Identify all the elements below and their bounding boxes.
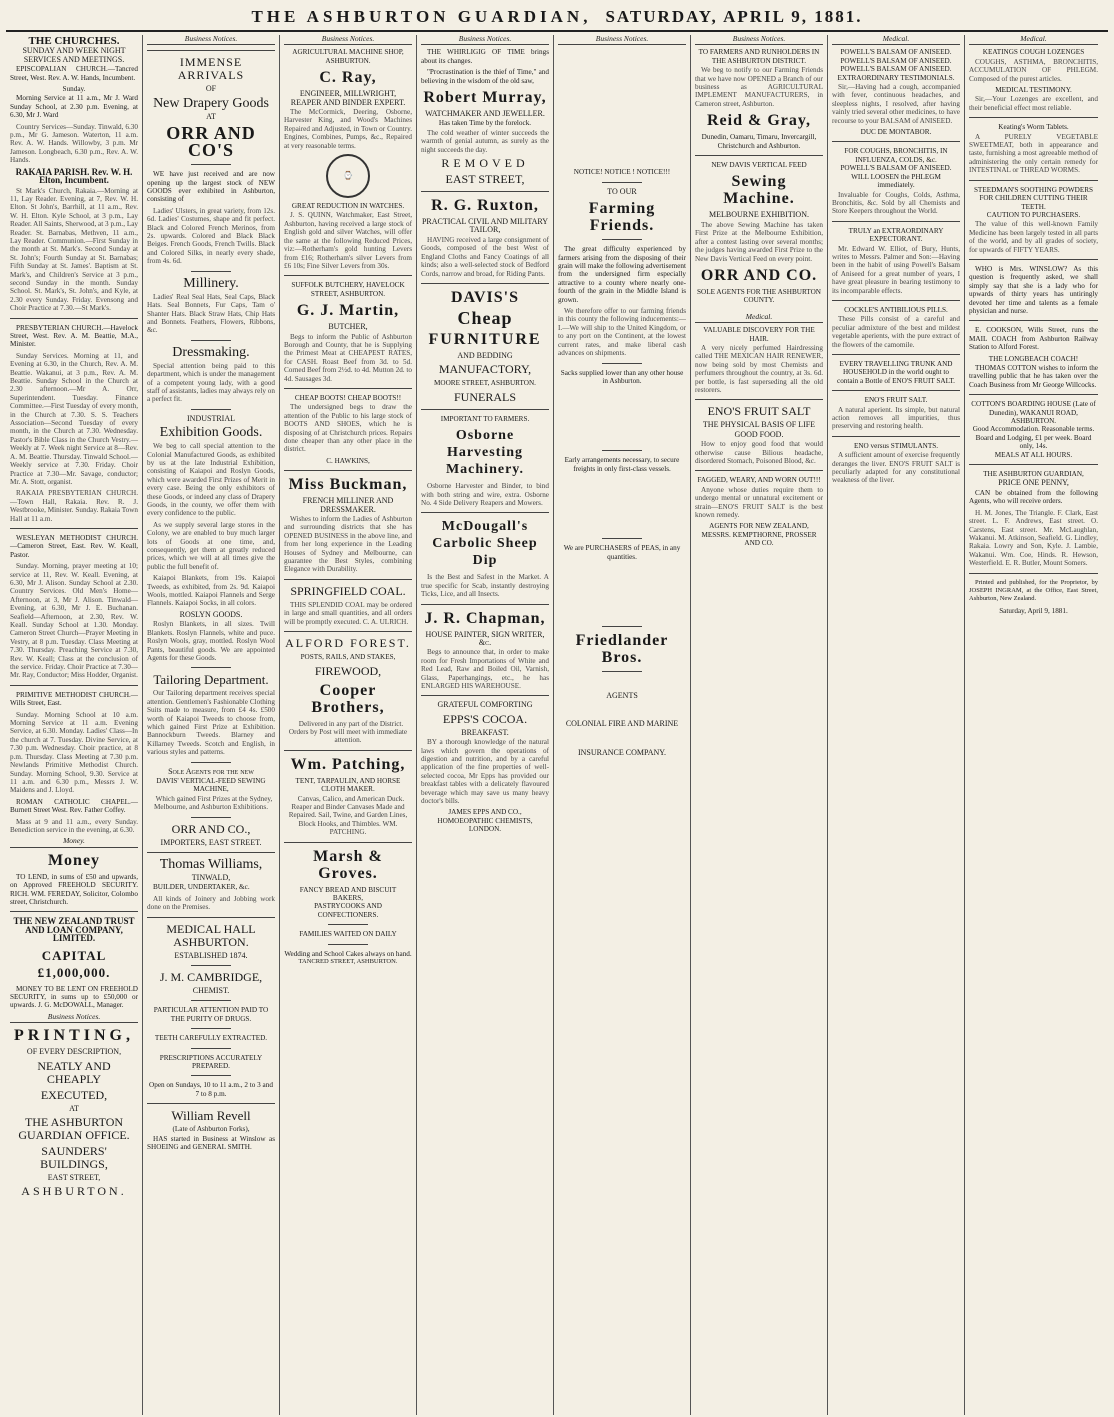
printing-sub: OF EVERY DESCRIPTION, [26, 1047, 122, 1057]
builder-undertaker: BUILDER, UNDERTAKER, &c. [153, 883, 250, 892]
filler-text: Sir,—Having had a cough, accompanied with fever, continuous headaches, and sleepless nights, I resolved, after having vainly tried several other medicines, to have recourse to your BALSAM of ANISEED. [832, 83, 960, 125]
filler-text: H. M. Jones, The Triangle. F. Clark, East street. L. F. Andrews, East street. O. Carstens, East street. Mr. McLaughlan, Wakanui. M. Atkinson, Seafield. G. Lindley, Rakaia. Lowry and Son, Kyle. J. Lambie, Wakanui. Wm. Coe, Hinds. R. Hewson, Westerfield. E. R. Butler, Mount Somers. [969, 508, 1098, 568]
sunday-label: Sunday. [62, 85, 86, 94]
millinery: Millinery. [183, 275, 239, 291]
reid-gray: Reid & Gray, [707, 112, 811, 130]
filler-text: Mr. Edward W. Elliot, of Bury, Hunts, writes to Messrs. Palmer and Son:—Having been in the habit of using Powell's Balsam of Aniseed for a great number of years, I have great pleasure in bearing testimony to its incomparable effects. [832, 244, 960, 295]
enos-fruit-salt: ENO'S FRUIT SALT. [864, 396, 928, 405]
butcher: BUTCHER, [328, 322, 368, 332]
filler-text: Roslyn Blankets, in all sizes. Twill Blankets. Roslyn Flannels, white and puce. Roslyn Wools, gray, mottled. Roslyn Wool Pants, beautiful goods. We are appointed Agents for these Goods. [147, 620, 275, 662]
teeth-extracted: TEETH CAREFULLY EXTRACTED. [154, 1034, 268, 1043]
sole-agents: Sole Agents for the new [168, 766, 254, 776]
masthead [6, 4, 1108, 32]
filler-text: A PURELY VEGETABLE SWEETMEAT, both in appearance and taste, furnishing a most agreeable method of administering the only certain remedy for INTESTINAL or THREAD WORMS. [969, 132, 1098, 175]
roman-catholic-chapel: ROMAN CATHOLIC CHAPEL.—Burnett Street West. Rev. Father Coffey. [10, 797, 138, 815]
filler-text: J. S. QUINN, Watchmaker, East Street, Ashburton, having received a large stock of English gold and silver Watches, will offer the same at the following Reduced Prices, viz:—Rotherham's gold hunting Levers from £16; Rotherham's silver Levers from £6 10s; Fine Silver Levers from 30s. [284, 211, 412, 270]
filler-text: COUGHS, ASTHMA, BRONCHITIS, ACCUMULATION OF PHLEGM. Composed of the purest articles. [969, 57, 1098, 83]
miss-buckman: Miss Buckman, [288, 476, 408, 494]
footer-date: Saturday, April 9, 1881. [999, 606, 1068, 615]
thomas-williams: Thomas Williams, [159, 857, 263, 872]
churches-title: THE CHURCHES. [28, 35, 120, 47]
filler-text: Invaluable for Coughs, Colds, Asthma, Bronchitis, &c. Sold by all Chemists and Store Keepers throughout the World. [832, 190, 960, 216]
filler-text: Our Tailoring department receives special attention. Gentlemen's Fashionable Clothing Suits made to measure, from £4 4s. £500 worth of Kaiapoi Tweeds to choose from, which gained First Prize at Exhibition. Bannockburn Tweeds. Blarney and Killarney Tweeds. Scotch and English, in various styles and patterns. [147, 689, 275, 757]
farming-text: The great difficulty experienced by farmers arising from the disposing of their grain will make the following advertisement from the undersigned firm especially attractive to a county where nearly one-fourth of the grain in the Middle Island is grown. [558, 245, 686, 304]
new-drapery-goods: New Drapery Goods [153, 95, 269, 111]
at-label: AT [206, 111, 216, 121]
filler-text: These Pills consist of a careful and peculiar admixture of the best and mildest vegetable aperients, with the pure extract of the flowers of the camomile. [832, 315, 960, 349]
for-coughs: FOR COUGHS, BRONCHITIS, IN INFLUENZA, COLDS, &c. [844, 147, 948, 164]
medical-header: Medical. [695, 313, 823, 323]
column-reid-gray [691, 35, 828, 1415]
cooper-brothers: Cooper Brothers, [311, 681, 385, 716]
robert-murray: Robert Murray, [423, 89, 547, 107]
filler-text: Sunday Services. Morning at 11, and Evening at 6.30, in the Church, Rev. A. M. Beattie. Wakanui, at 3 p.m., Rev. A. M. Beattie. Sunday School in the Church at 2.30 afternoon.—Mr A. Orr, Superintendent. Tuesday. Finance Committee.—First Tuesday of every month, in the Church at 7.30. S. S. Teachers Association—Second Tuesday of every month, in the Church at 7.30. Wednesday. Pastor's Bible Class in the Church Vestry.—Weekly at 7. Week night Service at 8—Rev. A. M. Beattie. Thursday. Tinwald School.—Weekly service at 7.30. Friday. Choir Practice at 7.30—Mr. Savage, conductor; Mr. A. Stott, organist. [10, 351, 138, 486]
east-street: EAST STREET, [445, 172, 525, 187]
springfield-coal: SPRINGFIELD COAL. [290, 583, 406, 598]
roslyn-goods: ROSLYN GOODS. [179, 609, 243, 619]
c-ray: C. Ray, [319, 69, 377, 87]
industrial: INDUSTRIAL [187, 413, 235, 423]
wm-patching: Wm. Patching, [290, 755, 406, 773]
ruxton-sub: PRACTICAL CIVIL AND MILITARY TAILOR, [421, 217, 549, 235]
orr-and-co: ORR AND CO. [700, 266, 818, 284]
valuable-discovery: VALUABLE DISCOVERY FOR THE HAIR. [703, 326, 815, 343]
filler-text: RAKAIA PRESBYTERIAN CHURCH.—Town Hall, Rakaia. Rev. R. J. Westbrooke, Minister. Sunday. Rakaia Town Hall at 11 a.m. [10, 489, 138, 523]
j-r-chapman: J. R. Chapman, [424, 609, 546, 627]
c-hawkins: C. HAWKINS, [326, 456, 370, 465]
importers-east-street: IMPORTERS, EAST STREET. [160, 837, 262, 847]
wedding-cakes: Wedding and School Cakes always on hand. [284, 949, 412, 958]
business-notices-header: Business Notices. [10, 1013, 138, 1023]
cottons-boarding-house: COTTON'S BOARDING HOUSE (Late of Dunedin), WAKANUI ROAD, ASHBURTON. [971, 400, 1096, 426]
filler-text: As we supply several large stores in the Colony, we are enabled to buy much larger lots of Goods at one time, and, consequently, get them at greatly reduced prices, which we will at all times give the public the full benefit of. [147, 520, 275, 571]
business-notices-header: Business Notices. [695, 35, 823, 45]
watch-icon: ⌚ [326, 154, 370, 198]
powells-balsam: POWELL'S BALSAM OF ANISEED. [840, 164, 952, 173]
alford-forest: ALFORD FOREST. [285, 636, 411, 651]
column-medical-8 [965, 35, 1102, 1415]
filler-text: Ladies' Ulsters, in great variety, from 12s. 6d. Ladies' Costumes, shape and fit perfect. Black and Colored French Merinos, from 2s. upwards. Colored and Black Black Beiges. French Goods, French Twills. Black and Colored Silks, in nearly every shade, from 4s. 6d. [147, 206, 275, 266]
agents: AGENTS [606, 690, 638, 700]
grateful-comforting: GRATEFUL COMFORTING [437, 700, 533, 710]
pastrycooks: PASTRYCOOKS AND CONFECTIONERS. [314, 902, 382, 919]
saunders-buildings: SAUNDERS' BUILDINGS, [40, 1144, 108, 1172]
ashburton-label: ASHBURTON. [21, 1184, 127, 1199]
shoeing-smith: HAS started in Business at Winslow as SHOEING and GENERAL SMITH. [147, 1134, 275, 1152]
filler-text: Is the Best and Safest in the Market. A true specific for Scab, instantly destroying Ticks, Lice, and all Insects. [421, 573, 549, 599]
filler-text: A sufficient amount of exercise frequently deranges the liver. ENO'S FRUIT SALT is peculiarly adapted for any constitutional weakness of the liver. [832, 451, 960, 485]
business-notices-header: Business Notices. [284, 35, 412, 45]
suffolk-butchery: SUFFOLK BUTCHERY, HAVELOCK STREET, ASHBURTON. [291, 281, 405, 298]
moore-street: MOORE STREET, ASHBURTON. [434, 379, 536, 388]
powells-balsam: POWELL'S BALSAM OF ANISEED. [840, 56, 952, 65]
procrastination-quote: "Procrastination is the thief of Time," and believing in the wisdom of the old saw, [421, 68, 549, 85]
early-arrangements: Early arrangements necessary, to secure freights in only first-class vessels. [564, 456, 680, 473]
business-notices-header: Business Notices. [558, 35, 686, 45]
agricultural-machine-shop: AGRICULTURAL MACHINE SHOP, ASHBURTON. [292, 48, 404, 65]
filler-text: How to enjoy good food that would otherwise cause Bilious headache, disordered Stomach, Poisoned Blood, &c. [695, 440, 823, 465]
column-churches [6, 35, 143, 1415]
presbyterian-church: PRESBYTERIAN CHURCH.—Havelock Street, West. Rev. A. M. Beattie, M.A., Minister. [10, 323, 138, 349]
filler-text: Kaiapoi Blankets, from 19s. Kaiapoi Tweeds, as exhibited, from 2s. 9d. Kaiapoi Wools, mottled. Kaiapoi Flannels and Serge Flannels. Kaiapoi Socks, in all colors. [147, 574, 275, 608]
filler-text: We beg to call special attention to the Colonial Manufactured Goods, as exhibited by us at the late Industrial Exhibition, consisting of Kaiapoi and Roslyn Goods, which were awarded First Prizes of Merit in every case. Being the only exhibitors of these Goods, or indeed any class of Drapery Goods, in the county, we offer them with every confidence to the public. [147, 442, 275, 518]
epps-cocoa: EPPS'S COCOA. [442, 711, 528, 726]
new-davis-vertical-feed: NEW DAVIS VERTICAL FEED [711, 161, 807, 170]
steedmans-powders: STEEDMAN'S SOOTHING POWDERS FOR CHILDREN CUTTING THEIR TEETH. [973, 185, 1094, 211]
prescriptions: PRESCRIPTIONS ACCURATELY PREPARED. [159, 1053, 263, 1071]
cookson-mail-coach: E. COOKSON, Wills Street, runs the MAIL COACH from Ashburton Railway Station to Alford Forest. [969, 326, 1098, 352]
filler-text: Special attention being paid to this department, which is under the management of a competent young lady, with a good staff of assistants, ladies may always rely on a perfect fit. [147, 361, 275, 404]
filler-text: The cold weather of winter succeeds the warmth of genial autumn, as surely as the night succeeds the day. [421, 128, 549, 154]
great-reduction-watches: GREAT REDUCTION IN WATCHES. [291, 202, 405, 211]
filler-text: We therefore offer to our farming friends in this county the following inducements:— I.—We will ship to the United Kingdom, or to any port on the Continent, at the lowest current rates, and make liberal cash advances on shipments. [558, 307, 686, 358]
removed: REMOVED [441, 156, 529, 171]
friedlander-bros: Friedlander Bros. [575, 631, 669, 666]
mcdougall-sheep-dip: McDougall's Carbolic Sheep Dip [432, 519, 538, 569]
board-and-lodging: Board and Lodging, £1 per week. Board only, 14s. [975, 433, 1092, 451]
manufactory: MANUFACTORY, [438, 362, 532, 377]
caution-purchasers: CAUTION TO PURCHASERS. [986, 210, 1081, 219]
firewood: FIREWOOD, [314, 663, 382, 678]
orr-and-cos: ORR AND CO'S [166, 123, 256, 161]
whirligig: THE WHIRLIGIG OF TIME brings about its changes. [421, 48, 549, 65]
sacks-supplied: Sacks supplied lower than any other house in Ashburton. [560, 368, 684, 385]
money-lent: MONEY TO BE LENT ON FREEHOLD SECURITY, in sums up to £50,000 or upwards. J. G. McDOWALL, Manager. [10, 984, 138, 1010]
capital-amount: CAPITAL £1,000,000. [37, 947, 111, 980]
farming-friends: Farming Friends. [588, 200, 656, 235]
engineer: ENGINEER, MILLWRIGHT, REAPER AND BINDER EXPERT. [290, 89, 406, 107]
buckman-sub: FRENCH MILLINER AND DRESSMAKER. [302, 496, 394, 514]
immense-arrivals: IMMENSE ARRIVALS [177, 55, 245, 83]
chapman-sub: HOUSE PAINTER, SIGN WRITER, &c. [425, 629, 545, 647]
revell-sub: (Late of Ashburton Forks), [172, 1125, 250, 1134]
physical-basis: THE PHYSICAL BASIS OF LIFE [702, 420, 816, 430]
filler-text: A very nicely perfumed Hairdressing called THE MEXICAN HAIR RENEWER, now being sold by most Chemists and perfumers throughout the country, at 3s. 6d. per bottle, is fast superseding all the old restorers. [695, 343, 823, 394]
colonial-fire-marine: COLONIAL FIRE AND MARINE [565, 719, 679, 729]
masthead-title: THE ASHBURTON GUARDIAN, [251, 7, 592, 26]
filler-text: HAVING received a large consignment of Goods, composed of the best West of England Cloths and Fancy Coatings of all kinds; also a well-selected stock of Bedford Cords, narrow and broad, for Riding Pants. [421, 235, 549, 278]
notice-banner: NOTICE! NOTICE ! NOTICE!!! [573, 168, 671, 177]
column-medical-7 [828, 35, 965, 1415]
g-j-martin: G. J. Martin, [296, 302, 400, 320]
funerals: FUNERALS [453, 389, 516, 404]
filler-text: Begs to inform the Public of Ashburton Borough and County, that he is Supplying the Primest Meat at CHEAPEST RATES, for CASH. Roast Beef from 3d. to 5d. Corned Beef from 2½d. to 4d. Mutton 2d. to 4d. Sausages 3d. [284, 332, 412, 383]
at-label: AT [69, 1103, 79, 1113]
filler-text: Canvas, Calico, and American Duck. Reaper and Binder Canvases Made and Repaired. Sail, Twine, and Garden Lines, Block Hooks, and Thimbles. WM. PATCHING. [288, 794, 408, 837]
cockles-pills: COCKLE'S ANTIBILIOUS PILLS. [844, 305, 948, 314]
will-loosen: WILL LOOSEN the PHLEGM immediately. [851, 172, 941, 190]
extraordinary-testimonials: EXTRAORDINARY TESTIMONIALS. [837, 73, 955, 82]
posts-rails: POSTS, RAILS, AND STAKES, [300, 653, 396, 662]
sole-agents-county: SOLE AGENTS FOR THE ASHBURTON COUNTY. [697, 287, 821, 305]
primitive-church: PRIMITIVE METHODIST CHURCH.—Wills Street, East. [10, 690, 138, 708]
r-g-ruxton: R. G. Ruxton, [431, 197, 539, 215]
printing-title: PRINTING, [13, 1027, 134, 1045]
powells-balsam: POWELL'S BALSAM OF ANISEED. [840, 48, 952, 57]
filler-text: Delivered in any part of the District. Orders by Post will meet with immediate attention. [288, 719, 408, 745]
episcopal-services: Morning Service at 11 a.m., Mr J. Ward Sunday School, at 2.30 p.m. Evening, at 6.30, Mr J. Ward [10, 94, 138, 120]
filler-text: Sir,—Your Lozenges are excellent, and their beneficial effect most reliable. [969, 95, 1098, 112]
tailoring-department: Tailoring Department. [153, 672, 269, 688]
nz-trust-company: THE NEW ZEALAND TRUST AND LOAN COMPANY, LIMITED. [13, 916, 135, 944]
masthead-date: SATURDAY, APRIL 9, 1881. [605, 7, 863, 26]
cheap-boots: CHEAP BOOTS! CHEAP BOOTS!! [294, 393, 402, 402]
east-street: EAST STREET, [47, 1173, 101, 1183]
who-is-mrs-winslow: WHO is Mrs. WINSLOW? As this question is frequently asked, we shall simply say that she is a lady who for upwards of thirty years has untiringly devoted her time and talents as a female physician and nurse. [969, 264, 1098, 315]
filler-text: BY a thorough knowledge of the natural laws which govern the operations of digestion and nutrition, and by a careful application of the fine properties of well-selected cocoa, Mr Epps has provided our breakfast tables with a delicately flavoured beverage which may save us many heavy doctor's bills. [421, 738, 549, 806]
tinwald: TINWALD, [191, 873, 231, 882]
and-bedding: AND BEDDING [457, 350, 513, 360]
good-food: GOOD FOOD. [734, 429, 784, 439]
dressmaking: Dressmaking. [172, 344, 250, 360]
purity-of-drugs: PARTICULAR ATTENTION PAID TO THE PURITY OF DRUGS. [153, 1006, 269, 1023]
filler-text: Sunday. Morning, prayer meeting at 10; service at 11, Rev. W. Keall. Evening, at 6.30, Mr J. Alison. Sunday School at 2.30. Country Services. Old Men's Home—Afternoon, at 3, Mr J. Alison. Tinwald—Evening, at 6.30, Mr J. E. Buchanan. Seafield—Afternoon, at 2.30, Rev. W. Keall. Sunday School at 1.30. Monday. Cameron Street Church—Prayer Meeting in Vestry, at 8 p.m. Tuesday. Class Meeting at 7.30. Thursday. Preaching Service at 7.30, Rev. W. Keall; Class at the conclusion of the service. Friday. Choir Practice at 7.30—Mr. Ray, Conductor; Miss Hodder, Organist. [10, 562, 138, 680]
sewing-machine: Sewing Machine. [723, 173, 795, 208]
filler-text: Anyone whose duties require them to undergo mental or unnatural excitement or strain—ENO'S FRUIT SALT is the best known remedy. [695, 485, 823, 520]
keatings-cough-lozenges: KEATINGS COUGH LOZENGES [982, 48, 1085, 57]
good-accommodation: Good Accommodation. Reasonable terms. [972, 425, 1095, 434]
column-business-notices-3 [280, 35, 417, 1415]
exhibition-goods: Exhibition Goods. [159, 425, 263, 441]
executed: EXECUTED, [40, 1087, 108, 1102]
filler-text: St Mark's Church, Rakaia.—Morning at 11, Lay Reader. Evening, at 7, Rev. W. H. Elton. St John's, Barrhill, at 11 a.m., Rev. W. H. Elton. Kyle School, at 3 p.m., Lay Reader. All Saints, Sherwood, at 3 p.m., Lay Reader. St. Barnabas, Methven, 11 a.m., Lay Reader. Communion.—First Sunday in the month at St. Mark's. Second Sunday at St. John's; Fourth Sunday at St. Barnabas; Fifth Sunday at St. James'. Baptism at St. Mark's, and Children's Service at 3 p.m., second Sunday in the month. Sunday School. St. Mark's, St. John's, and Kyle, at 2.30 every Sunday. Friday. Evensong and Choir Practice at 7.30.—St Mark's. [10, 186, 138, 313]
cheap: Cheap [457, 307, 513, 328]
business-notices-header: Business Notices. [421, 35, 549, 45]
cambridge: J. M. CAMBRIDGE, [159, 970, 263, 985]
filler-text: The above Sewing Machine has taken First Prize at the Melbourne Exhibition, after a contest lasting over several months; the judges having awarded First Prize to the New Davis Vertical Feed on every point. [695, 220, 823, 263]
fancy-bread: FANCY BREAD AND BISCUIT BAKERS, [299, 885, 397, 902]
melbourne-exhibition: MELBOURNE EXHIBITION. [709, 210, 809, 220]
marsh-groves: Marsh & Groves. [313, 847, 383, 882]
davis-s: DAVIS'S [450, 288, 520, 306]
nz-agents: AGENTS FOR NEW ZEALAND, MESSRS. KEMPTHORNE, PROSSER AND CO. [701, 522, 817, 548]
columns [6, 35, 1108, 1415]
money-title: Money [47, 851, 101, 869]
meals-at-all-hours: MEALS AT ALL HOURS. [994, 450, 1073, 459]
rakaia-parish: RAKAIA PARISH. Rev. W. H. Elton, Incumbent. [15, 166, 133, 186]
william-revell: William Revell [171, 1108, 251, 1124]
open-sundays: Open on Sundays, 10 to 11 a.m., 2 to 3 and 7 to 8 p.m. [149, 1081, 273, 1098]
eno-stimulants: ENO versus STIMULANTS. [853, 441, 939, 450]
filler-text: Mass at 9 and 11 a.m., every Sunday. Benediction service in the evening, at 6.30. [10, 817, 138, 834]
column-friedlander [554, 35, 691, 1415]
column-orr-and-co [143, 35, 280, 1415]
families-waited: FAMILIES WAITED ON DAILY [299, 930, 397, 939]
price-one-penny: PRICE ONE PENNY, [998, 478, 1069, 488]
filler-text: Country Services—Sunday. Tinwald, 6.30 p.m., Mr G. Jameson. Waterton, 11 a.m. Rev. A. W. Hands. Willowby, 3 p.m. Mr Jameson. Longbeach, 6.30 p.m., Rev. A. W. Hands. [10, 122, 138, 165]
medical-header: Medical. [969, 35, 1098, 45]
money-header: Money. [10, 837, 138, 847]
longbeach-coach: THE LONGBEACH COACH! [988, 354, 1079, 363]
furniture: FURNITURE [428, 330, 542, 348]
osborne-harvesting: Osborne Harvesting Machinery. [445, 428, 525, 478]
filler-text: Osborne Harvester and Binder, to bind with both string and wire, extra. Osborne No. 4 Side Delivery Reapers and Mowers. [421, 482, 549, 507]
watchmaker-jeweller: WATCHMAKER AND JEWELLER. [425, 109, 545, 119]
episcopal-church: EPISCOPALIAN CHURCH.—Tancred Street, West. Rev. A. W. Hands, Incumbent. [10, 65, 138, 82]
agents-list: CAN be obtained from the following Agents, who will receive orders. [969, 488, 1098, 506]
filler-text: The undersigned begs to draw the attention of the Public to his large stock of BOOTS AND SHOES, which he is disposing of at Christchurch prices. Repairs done cheaper than any other place in the district. [284, 403, 412, 454]
of-label: OF [205, 84, 217, 94]
filler-text: We beg to notify to our Farming Friends that we have now OPENED a Branch of our business as AGRICULTURAL IMPLEMENT MANUFACTURERS, in Cameron street, Ashburton. [695, 66, 823, 108]
medical-hall: MEDICAL HALL ASHBURTON. [166, 921, 256, 949]
davis-vertical-feed: DAVIS' VERTICAL-FEED SEWING MACHINE, [156, 776, 266, 794]
filler-text: The McCormick, Deering, Osborne, Harvester King, and Wood's Machines Repaired and Adjusted, in Town or Country. Engines, Combines, Pumps, &c., Repaired at very reasonable terms. [284, 108, 412, 150]
reid-gray-sub: Dunedin, Oamaru, Timaru, Invercargill, Christchurch and Ashburton. [701, 133, 817, 150]
filler-text: Wishes to inform the Ladies of Ashburton and surrounding districts that she has OPENED BUSINESS in the above line, and from her long experience in the Leading Houses of Sydney and Melbourne, can guarantee the Best Styles, combining Elegance with Durability. [284, 515, 412, 574]
filler-text: Which gained First Prizes at the Sydney, Melbourne, and Ashburton Exhibitions. [154, 794, 273, 812]
to-farmers-runholders: TO FARMERS AND RUNHOLDERS IN THE ASHBURTON DISTRICT. [698, 48, 820, 65]
ashburton-guardian: THE ASHBURTON GUARDIAN, [983, 470, 1084, 479]
truly-extraordinary: TRULY an EXTRAORDINARY EXPECTORANT. [848, 226, 944, 244]
epps-address: JAMES EPPS AND CO., HOMOEOPATHIC CHEMISTS, LONDON. [437, 808, 533, 834]
to-our: TO OUR [607, 186, 637, 196]
insurance-company: INSURANCE COMPANY. [577, 747, 667, 757]
enos-fruit-salt: ENO'S FRUIT SALT [707, 404, 811, 419]
filler-text: Ladies' Real Seal Hats, Seal Caps, Black Hats. Seal Bonnets, Fur Caps, Tam o' Shanter Hats. Black Straw Hats, Chip Hats and Bonnets. Feathers, Flowers, Ribbons, &c. [147, 292, 275, 335]
tent-tarpaulin: TENT, TARPAULIN, AND HORSE CLOTH MAKER. [295, 776, 401, 794]
churches-subtitle: SUNDAY AND WEEK NIGHT SERVICES AND MEETINGS. [22, 46, 126, 64]
filler-text: Sunday. Morning School at 10 a.m. Morning Service at 11 a.m. Evening Service, at 6.30. Monday. Ladies' Class—In the church at 7. Tuesday. Divine Service, at 7.30 p.m. Wednesday. Choir practice, at 8 p.m. Thursday. Class Meeting at 7.30 p.m. Newlands Primitive Methodist Church. Sunday. Morning School, 9.30. Service at 11 a.m. and 6.30 p.m., Messrs J. W. Maidens and J. Lloyd. [10, 710, 138, 795]
filler-text: A natural aperient. Its simple, but natural action removes all impurities, thus preserving and restoring health. [832, 405, 960, 431]
chemist: CHEMIST. [192, 986, 230, 996]
medical-testimony: MEDICAL TESTIMONY. [995, 86, 1072, 95]
powells-balsam: POWELL'S BALSAM OF ANISEED. [840, 65, 952, 74]
thomas-cotton: THOMAS COTTON wishes to inform the travelling public that he has taken over the Coach Business from Mr George Willcocks. [969, 364, 1098, 389]
money-to-lend: TO LEND, in sums of £50 and upwards, on Approved FREEHOLD SECURITY. RICH. WM. FEREDAY, Solicitor, Colombo street, Christchurch. [10, 872, 138, 906]
fagged-weary: FAGGED, WEARY, AND WORN OUT!!! [697, 476, 821, 485]
column-business-notices-4 [417, 35, 554, 1415]
breakfast: BREAKFAST. [461, 727, 509, 737]
wesleyan-church: WESLEYAN METHODIST CHURCH.—Cameron Street, East. Rev. W. Keall, Pastor. [10, 533, 138, 559]
guardian-office: THE ASHBURTON GUARDIAN OFFICE. [18, 1115, 130, 1143]
orr-and-co: ORR AND CO., [171, 821, 251, 836]
neatly-cheaply: NEATLY AND CHEAPLY [37, 1058, 111, 1086]
filler-text: THIS SPLENDID COAL may be ordered in large and small quantities, and all orders will be promptly executed. C. A. ULRICH. [284, 600, 412, 626]
every-travelling-trunk: EVERY TRAVELLING TRUNK AND HOUSEHOLD in the world ought to contain a Bottle of ENO'S FRUIT SALT. [837, 360, 955, 385]
taken-time: Has taken Time by the forelock. [438, 119, 532, 128]
filler-text: The value of this well-known Family Medicine has been largely tested in all parts of the world, and by all grades of society, for upwards of FIFTY YEARS. [969, 220, 1098, 254]
keatings-worm-tablets: Keating's Worm Tablets. [998, 123, 1069, 132]
filler-text: All kinds of Joinery and Jobbing work done on the Premises. [147, 894, 275, 912]
marsh-address: TANCRED STREET, ASHBURTON. [298, 958, 398, 965]
filler-text: Begs to announce that, in order to make room for Fresh Importations of White and Red Lead, Raw and Boiled Oil, Varnish, Glass, Paperhangings, etc., he has ENLARGED HIS WAREHOUSE. [421, 648, 549, 690]
medical-header: Medical. [832, 35, 960, 45]
business-notices-header: Business Notices. [147, 35, 275, 45]
purchasers-peas: We are PURCHASERS of PEAS, in any quantities. [563, 544, 681, 561]
established: ESTABLISHED 1874. [174, 950, 248, 960]
drapery-text: WE have just received and are now opening up the largest stock of NEW GOODS ever exhibited in Ashburton, consisting of [147, 170, 275, 204]
printed-published: Printed and published, for the Proprietor, by JOSEPH INGRAM, at the Office, East Street, Ashburton, New Zealand. [969, 578, 1098, 603]
important-to-farmers: IMPORTANT TO FARMERS. [440, 414, 530, 423]
duc-de-montabor: DUC DE MONTABOR. [860, 128, 932, 137]
